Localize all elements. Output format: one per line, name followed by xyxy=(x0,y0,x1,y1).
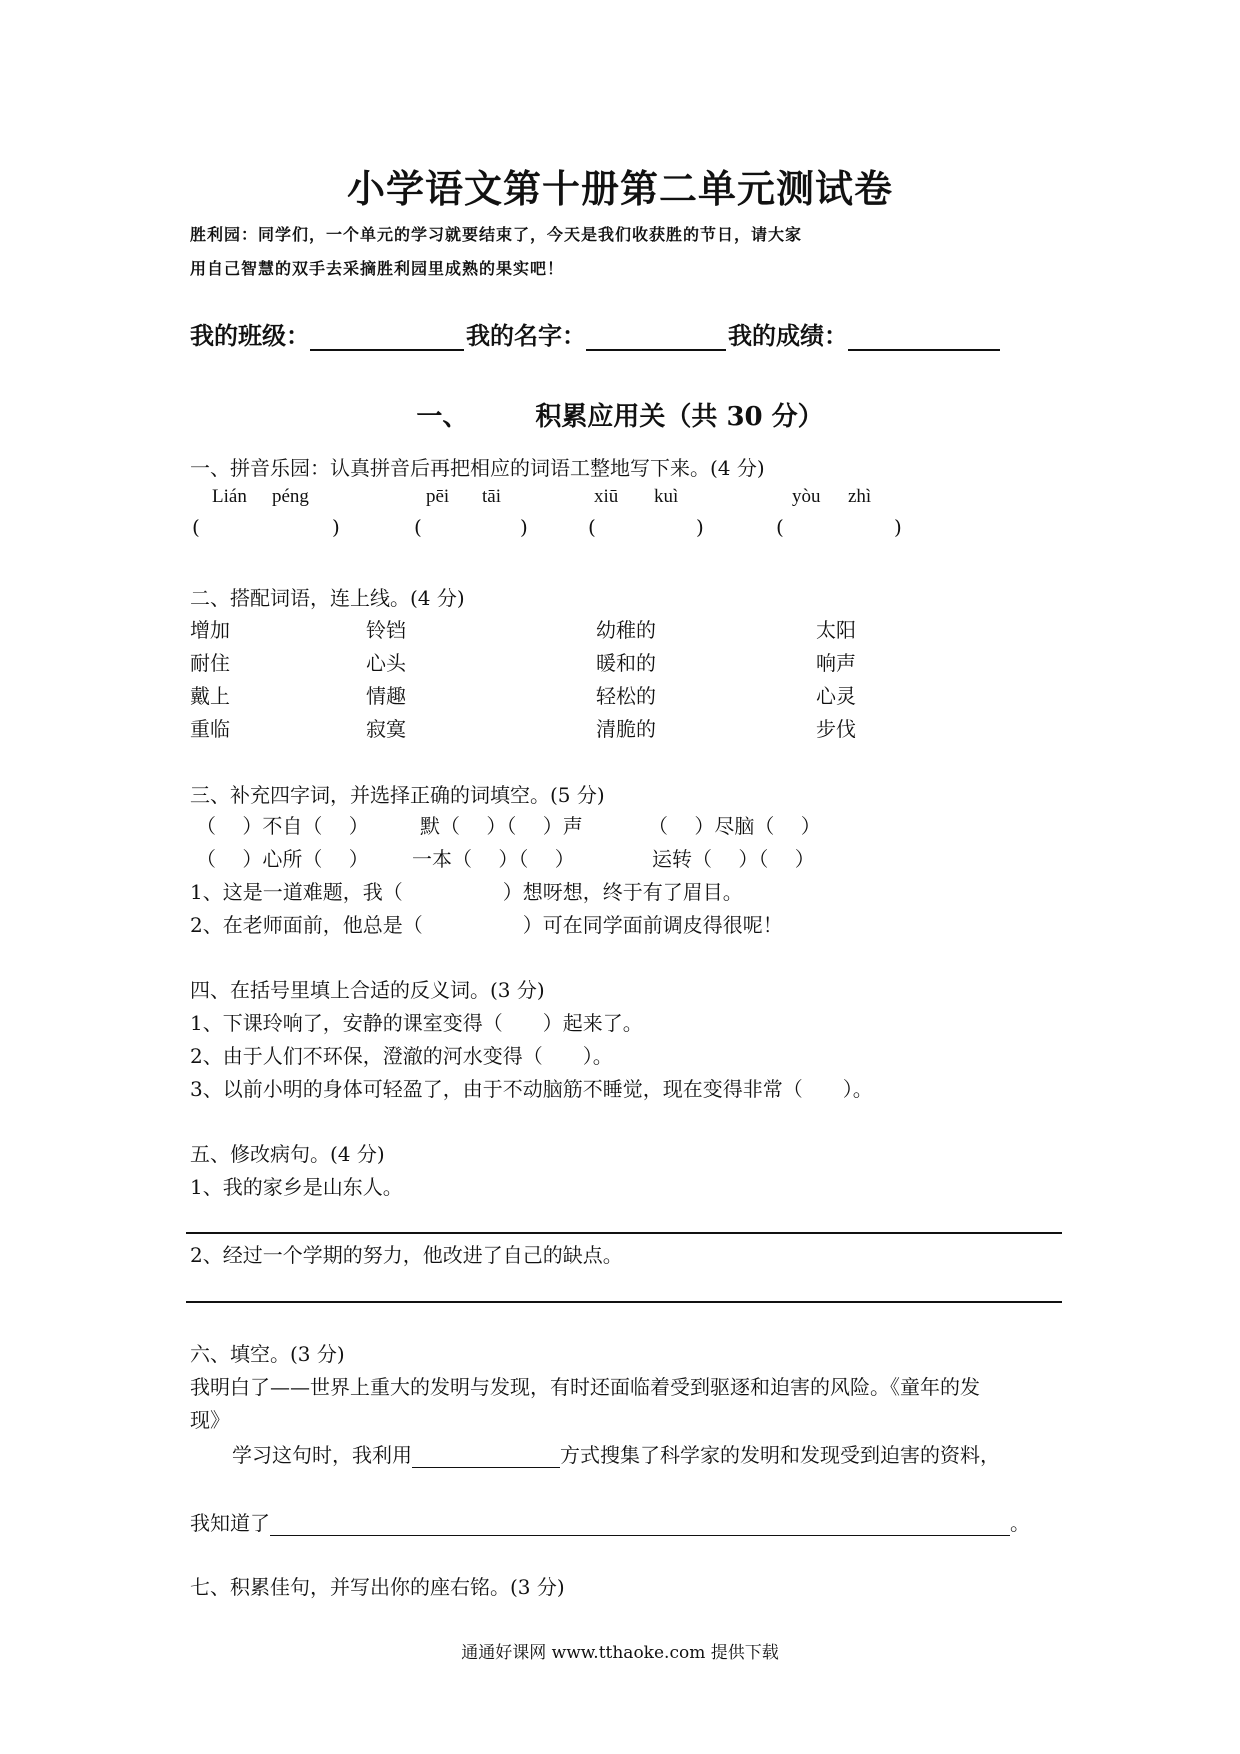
match-word: 清脆的 xyxy=(596,717,656,741)
pinyin: Lián xyxy=(212,486,247,507)
name-label: 我的名字： xyxy=(466,321,586,350)
name-blank[interactable] xyxy=(586,327,726,351)
pinyin: tāi xyxy=(482,486,501,507)
pinyin: kuì xyxy=(654,486,679,507)
q6-quote-line-1: 我明白了——世界上重大的发明与发现，有时还面临着受到驱逐和迫害的风险。《童年的发 xyxy=(190,1375,980,1399)
match-word: 增加 xyxy=(190,618,230,642)
answer-paren-close: ) xyxy=(894,515,902,539)
answer-line[interactable] xyxy=(186,1301,1062,1303)
match-word: 铃铛 xyxy=(366,618,406,642)
intro-line-1: 胜利园：同学们，一个单元的学习就要结束了，今天是我们收获胜的节日，请大家 xyxy=(190,225,803,244)
page-title: 小学语文第十册第二单元测试卷 xyxy=(346,166,893,211)
q3-sentence-2: 2、在老师面前，他总是（ ）可在同学面前调皮得很呢！ xyxy=(190,913,783,937)
q3-sentence-1: 1、这是一道难题，我（ ）想呀想，终于有了眉目。 xyxy=(190,880,743,904)
q4-sentence-3: 3、以前小明的身体可轻盈了，由于不动脑筋不睡觉，现在变得非常（ ）。 xyxy=(190,1077,873,1101)
answer-line[interactable] xyxy=(186,1232,1062,1234)
match-word: 幼稚的 xyxy=(596,618,656,642)
q4-heading: 四、在括号里填上合适的反义词。(3 分) xyxy=(190,978,545,1002)
student-info-row xyxy=(190,316,1002,351)
q2-heading: 二、搭配词语，连上线。(4 分) xyxy=(190,586,465,610)
score-label: 我的成绩： xyxy=(728,321,848,350)
match-word: 重临 xyxy=(190,717,230,741)
pinyin: zhì xyxy=(848,486,872,507)
match-word: 耐住 xyxy=(190,651,230,675)
match-word: 轻松的 xyxy=(596,684,656,708)
section-1-number: 一、 xyxy=(416,402,469,432)
pinyin: yòu xyxy=(792,486,821,507)
match-word: 太阳 xyxy=(816,618,856,642)
pinyin: xiū xyxy=(594,486,619,507)
match-word: 戴上 xyxy=(190,684,230,708)
fill-blank[interactable] xyxy=(270,1515,1010,1536)
section-1-heading xyxy=(0,396,1240,433)
answer-paren-open: ( xyxy=(414,515,422,539)
match-word: 暖和的 xyxy=(596,651,656,675)
match-word: 寂寞 xyxy=(366,717,406,741)
class-blank[interactable] xyxy=(310,327,464,351)
q4-sentence-2: 2、由于人们不环保，澄澈的河水变得（ ）。 xyxy=(190,1044,613,1068)
answer-paren-close: ) xyxy=(520,515,528,539)
match-word: 心头 xyxy=(366,651,406,675)
answer-paren-open: ( xyxy=(192,515,200,539)
intro-line-2: 用自己智慧的双手去采摘胜利园里成熟的果实吧！ xyxy=(190,259,565,278)
q6-text: 。 xyxy=(1010,1511,1030,1535)
q3-heading: 三、补充四字词，并选择正确的词填空。(5 分) xyxy=(190,783,605,807)
class-label: 我的班级： xyxy=(190,321,310,350)
q6-heading: 六、填空。(3 分) xyxy=(190,1342,345,1366)
pinyin: pēi xyxy=(426,486,450,507)
idiom-blank: 一本（ ）（ ） xyxy=(412,847,575,871)
idiom-blank: 默（ ）（ ）声 xyxy=(420,814,583,838)
answer-paren-close: ) xyxy=(696,515,704,539)
q5-sentence-1: 1、我的家乡是山东人。 xyxy=(190,1175,403,1199)
q4-sentence-1: 1、下课玲响了，安静的课室变得（ ）起来了。 xyxy=(190,1011,643,1035)
q6-fill-line-2 xyxy=(190,1507,1030,1536)
fill-blank[interactable] xyxy=(412,1447,560,1468)
footer: 通通好课网 www.tthaoke.com 提供下载 xyxy=(461,1643,779,1663)
q6-text: 我知道了 xyxy=(190,1511,270,1535)
q6-text: 学习这句时，我利用 xyxy=(232,1443,412,1467)
pinyin: péng xyxy=(272,486,309,507)
score-blank[interactable] xyxy=(848,327,1000,351)
answer-paren-open: ( xyxy=(588,515,596,539)
q5-sentence-2: 2、经过一个学期的努力，他改进了自己的缺点。 xyxy=(190,1243,623,1267)
idiom-blank: （ ）不自（ ） xyxy=(196,814,369,838)
match-word: 情趣 xyxy=(366,684,406,708)
section-1-title: 积累应用关（共 30 分） xyxy=(535,402,824,432)
q7-heading: 七、积累佳句，并写出你的座右铭。(3 分) xyxy=(190,1575,565,1599)
idiom-blank: 运转（ ）（ ） xyxy=(652,847,815,871)
idiom-blank: （ ）尽脑（ ） xyxy=(648,814,821,838)
match-word: 心灵 xyxy=(816,684,856,708)
answer-paren-close: ) xyxy=(332,515,340,539)
q5-heading: 五、修改病句。(4 分) xyxy=(190,1142,385,1166)
match-word: 响声 xyxy=(816,651,856,675)
q6-fill-line-1 xyxy=(232,1439,1000,1468)
q6-text: 方式搜集了科学家的发明和发现受到迫害的资料， xyxy=(560,1443,1000,1467)
answer-paren-open: ( xyxy=(776,515,784,539)
idiom-blank: （ ）心所（ ） xyxy=(196,847,369,871)
q1-heading: 一、拼音乐园：认真拼音后再把相应的词语工整地写下来。(4 分) xyxy=(190,456,765,480)
q6-quote-line-2: 现》 xyxy=(190,1408,230,1432)
match-word: 步伐 xyxy=(816,717,856,741)
